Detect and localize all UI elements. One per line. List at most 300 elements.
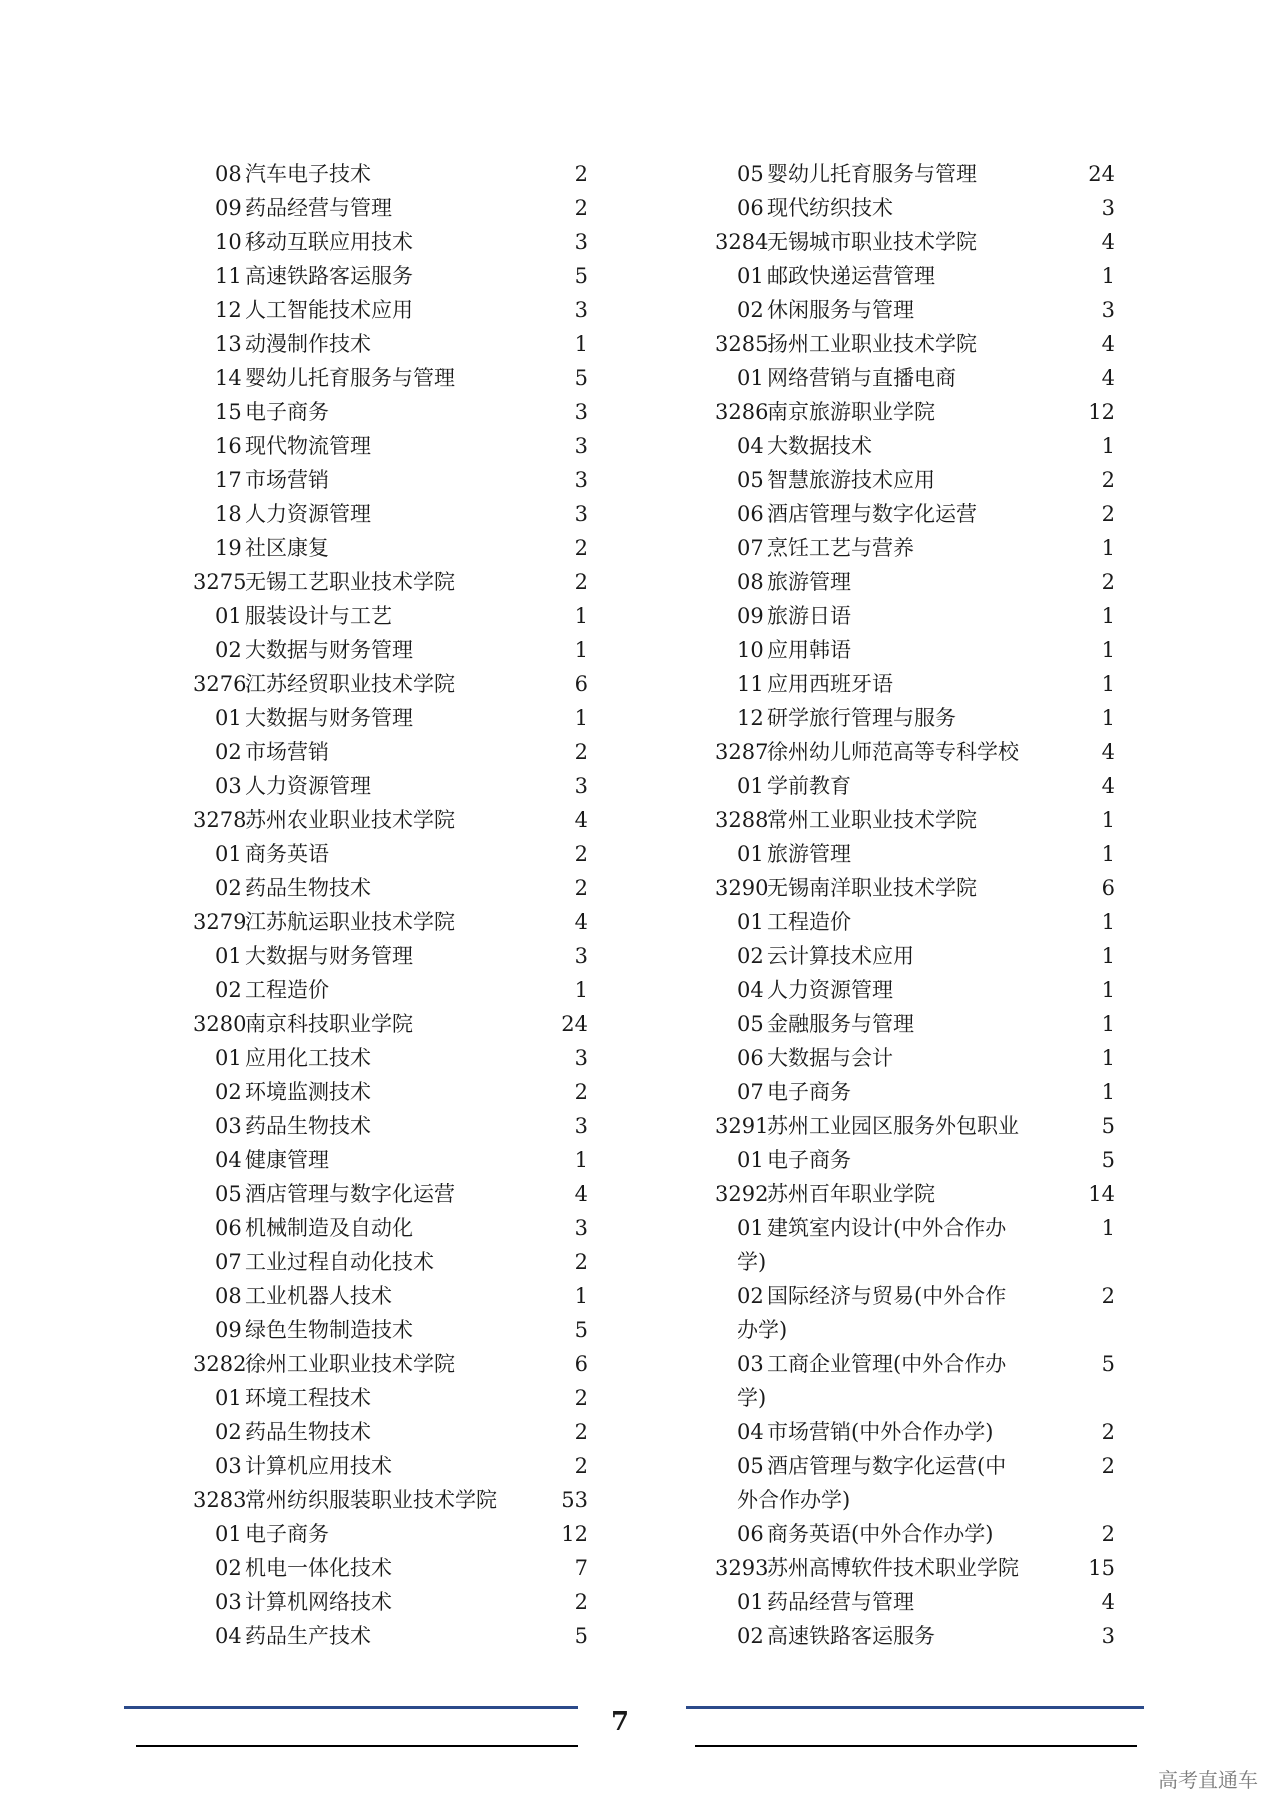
enrollment-count: 1 bbox=[1101, 604, 1115, 628]
major-code: 18 bbox=[215, 502, 242, 526]
school-code: 3286 bbox=[715, 400, 769, 424]
enrollment-count: 4 bbox=[1101, 740, 1115, 764]
major-row bbox=[715, 1211, 1115, 1279]
major-name: 电子商务 bbox=[767, 1080, 851, 1104]
major-row bbox=[715, 905, 1115, 939]
school-row bbox=[715, 1177, 1115, 1211]
major-row bbox=[715, 939, 1115, 973]
major-code: 03 bbox=[215, 1590, 242, 1614]
major-name: 移动互联应用技术 bbox=[245, 230, 413, 254]
school-code: 3280 bbox=[193, 1012, 247, 1036]
major-row bbox=[193, 293, 588, 327]
school-name: 徐州幼儿师范高等专科学校 bbox=[767, 740, 1019, 764]
major-code: 02 bbox=[215, 1420, 242, 1444]
school-row bbox=[715, 1109, 1115, 1143]
school-row bbox=[715, 871, 1115, 905]
major-name: 人力资源管理 bbox=[767, 978, 893, 1002]
major-name: 应用韩语 bbox=[767, 638, 851, 662]
enrollment-count: 1 bbox=[574, 1284, 588, 1308]
major-name: 药品生物技术 bbox=[245, 1114, 371, 1138]
major-code: 08 bbox=[215, 162, 242, 186]
enrollment-count: 3 bbox=[1101, 196, 1115, 220]
enrollment-count: 2 bbox=[574, 536, 588, 560]
enrollment-count: 1 bbox=[1101, 808, 1115, 832]
enrollment-count: 4 bbox=[574, 808, 588, 832]
major-row bbox=[193, 1211, 588, 1245]
major-row bbox=[193, 939, 588, 973]
enrollment-count: 1 bbox=[574, 332, 588, 356]
major-code: 01 bbox=[215, 944, 242, 968]
enrollment-count: 2 bbox=[1101, 1454, 1115, 1478]
major-name: 建筑室内设计(中外合作办 bbox=[767, 1216, 1007, 1240]
enrollment-count: 3 bbox=[1101, 1624, 1115, 1648]
major-name: 大数据与财务管理 bbox=[245, 944, 413, 968]
major-code: 01 bbox=[737, 366, 764, 390]
major-name: 商务英语(中外合作办学) bbox=[767, 1522, 994, 1546]
major-row bbox=[193, 837, 588, 871]
enrollment-count: 2 bbox=[1101, 468, 1115, 492]
major-row bbox=[193, 225, 588, 259]
major-row bbox=[715, 497, 1115, 531]
enrollment-count: 6 bbox=[1101, 876, 1115, 900]
major-name-continued: 外合作办学) bbox=[737, 1488, 851, 1512]
school-row bbox=[193, 565, 588, 599]
school-name: 无锡工艺职业技术学院 bbox=[245, 570, 455, 594]
major-name: 旅游管理 bbox=[767, 570, 851, 594]
major-row bbox=[193, 701, 588, 735]
school-code: 3279 bbox=[193, 910, 247, 934]
enrollment-count: 2 bbox=[1101, 1522, 1115, 1546]
school-name: 南京科技职业学院 bbox=[245, 1012, 413, 1036]
major-name: 旅游日语 bbox=[767, 604, 851, 628]
major-name-continued: 学) bbox=[737, 1386, 767, 1410]
major-code: 19 bbox=[215, 536, 242, 560]
major-name: 婴幼儿托育服务与管理 bbox=[767, 162, 977, 186]
school-code: 3290 bbox=[715, 876, 769, 900]
major-name: 计算机应用技术 bbox=[245, 1454, 392, 1478]
enrollment-count: 1 bbox=[1101, 1012, 1115, 1036]
major-name: 药品经营与管理 bbox=[245, 196, 392, 220]
major-row bbox=[193, 497, 588, 531]
major-row bbox=[715, 633, 1115, 667]
enrollment-count: 2 bbox=[1101, 1284, 1115, 1308]
major-row bbox=[715, 599, 1115, 633]
enrollment-count: 4 bbox=[574, 1182, 588, 1206]
enrollment-count: 3 bbox=[574, 230, 588, 254]
major-code: 01 bbox=[737, 1148, 764, 1172]
major-name: 大数据与财务管理 bbox=[245, 638, 413, 662]
enrollment-count: 4 bbox=[574, 910, 588, 934]
major-code: 02 bbox=[215, 978, 242, 1002]
enrollment-count: 1 bbox=[1101, 672, 1115, 696]
major-code: 12 bbox=[737, 706, 764, 730]
school-row bbox=[193, 1347, 588, 1381]
enrollment-count: 2 bbox=[574, 570, 588, 594]
major-code: 01 bbox=[215, 604, 242, 628]
major-name: 网络营销与直播电商 bbox=[767, 366, 956, 390]
enrollment-count: 2 bbox=[574, 1386, 588, 1410]
major-code: 05 bbox=[737, 162, 764, 186]
major-name: 工商企业管理(中外合作办 bbox=[767, 1352, 1007, 1376]
major-row bbox=[193, 1415, 588, 1449]
enrollment-count: 2 bbox=[1101, 502, 1115, 526]
school-name: 常州工业职业技术学院 bbox=[767, 808, 977, 832]
school-code: 3292 bbox=[715, 1182, 769, 1206]
school-code: 3291 bbox=[715, 1114, 769, 1138]
major-name: 商务英语 bbox=[245, 842, 329, 866]
major-row bbox=[715, 531, 1115, 565]
enrollment-count: 2 bbox=[1101, 1420, 1115, 1444]
major-code: 06 bbox=[215, 1216, 242, 1240]
major-code: 09 bbox=[215, 1318, 242, 1342]
major-row bbox=[715, 1143, 1115, 1177]
enrollment-count: 1 bbox=[1101, 842, 1115, 866]
enrollment-count: 12 bbox=[1088, 400, 1115, 424]
major-name: 绿色生物制造技术 bbox=[245, 1318, 413, 1342]
footer-rule-black-left bbox=[136, 1745, 578, 1747]
major-name: 药品生产技术 bbox=[245, 1624, 371, 1648]
major-row bbox=[715, 1007, 1115, 1041]
major-row bbox=[193, 1381, 588, 1415]
major-row bbox=[193, 735, 588, 769]
major-row bbox=[715, 837, 1115, 871]
major-row bbox=[715, 1449, 1115, 1517]
enrollment-count: 6 bbox=[574, 672, 588, 696]
major-code: 04 bbox=[737, 978, 764, 1002]
major-code: 04 bbox=[215, 1148, 242, 1172]
enrollment-count: 4 bbox=[1101, 230, 1115, 254]
school-name: 徐州工业职业技术学院 bbox=[245, 1352, 455, 1376]
major-code: 06 bbox=[737, 1522, 764, 1546]
major-name: 学前教育 bbox=[767, 774, 851, 798]
major-name: 婴幼儿托育服务与管理 bbox=[245, 366, 455, 390]
major-name: 邮政快递运营管理 bbox=[767, 264, 935, 288]
major-row bbox=[715, 1585, 1115, 1619]
major-name: 环境监测技术 bbox=[245, 1080, 371, 1104]
major-code: 03 bbox=[215, 774, 242, 798]
major-name: 人力资源管理 bbox=[245, 502, 371, 526]
major-row bbox=[715, 1415, 1115, 1449]
school-code: 3293 bbox=[715, 1556, 769, 1580]
enrollment-count: 5 bbox=[574, 366, 588, 390]
watermark: 高考直通车 bbox=[1158, 1768, 1258, 1792]
major-row bbox=[193, 327, 588, 361]
major-row bbox=[715, 463, 1115, 497]
school-code: 3282 bbox=[193, 1352, 247, 1376]
enrollment-count: 4 bbox=[1101, 332, 1115, 356]
school-name: 南京旅游职业学院 bbox=[767, 400, 935, 424]
major-code: 04 bbox=[737, 1420, 764, 1444]
enrollment-count: 2 bbox=[574, 1250, 588, 1274]
school-name: 无锡城市职业技术学院 bbox=[767, 230, 977, 254]
major-row bbox=[193, 769, 588, 803]
enrollment-count: 1 bbox=[1101, 706, 1115, 730]
enrollment-count: 3 bbox=[574, 434, 588, 458]
major-code: 13 bbox=[215, 332, 242, 356]
enrollment-count: 1 bbox=[574, 638, 588, 662]
enrollment-count: 5 bbox=[574, 1318, 588, 1342]
major-code: 07 bbox=[215, 1250, 242, 1274]
school-code: 3276 bbox=[193, 672, 247, 696]
major-row bbox=[193, 429, 588, 463]
enrollment-count: 3 bbox=[574, 298, 588, 322]
enrollment-count: 2 bbox=[574, 1590, 588, 1614]
enrollment-count: 24 bbox=[561, 1012, 588, 1036]
major-row bbox=[193, 1041, 588, 1075]
school-code: 3278 bbox=[193, 808, 247, 832]
enrollment-count: 1 bbox=[1101, 264, 1115, 288]
major-row bbox=[193, 157, 588, 191]
enrollment-count: 3 bbox=[574, 1114, 588, 1138]
school-code: 3285 bbox=[715, 332, 769, 356]
major-name: 旅游管理 bbox=[767, 842, 851, 866]
enrollment-count: 1 bbox=[574, 1148, 588, 1172]
major-code: 07 bbox=[737, 536, 764, 560]
enrollment-count: 12 bbox=[561, 1522, 588, 1546]
major-name: 工业过程自动化技术 bbox=[245, 1250, 434, 1274]
major-name: 酒店管理与数字化运营 bbox=[245, 1182, 455, 1206]
school-code: 3284 bbox=[715, 230, 769, 254]
major-name: 药品生物技术 bbox=[245, 1420, 371, 1444]
enrollment-count: 3 bbox=[574, 468, 588, 492]
enrollment-count: 1 bbox=[574, 706, 588, 730]
major-code: 10 bbox=[737, 638, 764, 662]
major-row bbox=[715, 1279, 1115, 1347]
major-row bbox=[193, 871, 588, 905]
major-code: 15 bbox=[215, 400, 242, 424]
enrollment-count: 2 bbox=[574, 842, 588, 866]
major-code: 05 bbox=[737, 468, 764, 492]
school-row bbox=[193, 1483, 588, 1517]
major-row bbox=[715, 1619, 1115, 1653]
major-name: 药品经营与管理 bbox=[767, 1590, 914, 1614]
enrollment-count: 1 bbox=[1101, 1216, 1115, 1240]
school-code: 3283 bbox=[193, 1488, 247, 1512]
enrollment-count: 1 bbox=[1101, 1080, 1115, 1104]
major-row bbox=[193, 1143, 588, 1177]
major-name: 计算机网络技术 bbox=[245, 1590, 392, 1614]
major-code: 04 bbox=[215, 1624, 242, 1648]
major-row bbox=[715, 429, 1115, 463]
major-name: 工程造价 bbox=[245, 978, 329, 1002]
footer-rule-blue-left bbox=[124, 1706, 578, 1709]
major-row bbox=[193, 1517, 588, 1551]
enrollment-count: 1 bbox=[1101, 536, 1115, 560]
major-name: 电子商务 bbox=[245, 400, 329, 424]
major-row bbox=[193, 395, 588, 429]
major-row bbox=[193, 1313, 588, 1347]
major-name: 汽车电子技术 bbox=[245, 162, 371, 186]
major-name: 休闲服务与管理 bbox=[767, 298, 914, 322]
major-code: 12 bbox=[215, 298, 242, 322]
enrollment-count: 1 bbox=[574, 978, 588, 1002]
major-name: 国际经济与贸易(中外合作 bbox=[767, 1284, 1007, 1308]
major-code: 09 bbox=[215, 196, 242, 220]
major-code: 06 bbox=[737, 196, 764, 220]
school-code: 3275 bbox=[193, 570, 247, 594]
left-column bbox=[193, 157, 588, 1653]
enrollment-count: 5 bbox=[1101, 1352, 1115, 1376]
major-row bbox=[715, 701, 1115, 735]
major-name: 工业机器人技术 bbox=[245, 1284, 392, 1308]
major-code: 01 bbox=[215, 842, 242, 866]
major-name: 高速铁路客运服务 bbox=[767, 1624, 935, 1648]
major-name: 智慧旅游技术应用 bbox=[767, 468, 935, 492]
major-row bbox=[193, 361, 588, 395]
major-code: 02 bbox=[215, 1080, 242, 1104]
major-code: 02 bbox=[737, 944, 764, 968]
major-name-continued: 学) bbox=[737, 1250, 767, 1274]
page-number: 7 bbox=[610, 1707, 630, 1737]
major-name: 工程造价 bbox=[767, 910, 851, 934]
enrollment-count: 14 bbox=[1088, 1182, 1115, 1206]
major-name: 现代纺织技术 bbox=[767, 196, 893, 220]
footer-rule-black-right bbox=[695, 1745, 1137, 1747]
major-code: 02 bbox=[737, 1284, 764, 1308]
enrollment-count: 2 bbox=[574, 1454, 588, 1478]
enrollment-count: 2 bbox=[574, 1080, 588, 1104]
enrollment-count: 1 bbox=[1101, 944, 1115, 968]
enrollment-count: 1 bbox=[1101, 638, 1115, 662]
major-code: 07 bbox=[737, 1080, 764, 1104]
enrollment-count: 3 bbox=[574, 774, 588, 798]
enrollment-count: 6 bbox=[574, 1352, 588, 1376]
major-code: 02 bbox=[737, 1624, 764, 1648]
school-row bbox=[193, 1007, 588, 1041]
major-row bbox=[715, 667, 1115, 701]
school-name: 苏州百年职业学院 bbox=[767, 1182, 935, 1206]
enrollment-count: 3 bbox=[1101, 298, 1115, 322]
school-name: 无锡南洋职业技术学院 bbox=[767, 876, 977, 900]
major-row bbox=[193, 1449, 588, 1483]
major-name: 云计算技术应用 bbox=[767, 944, 914, 968]
enrollment-count: 4 bbox=[1101, 774, 1115, 798]
enrollment-count: 2 bbox=[574, 876, 588, 900]
major-name: 服装设计与工艺 bbox=[245, 604, 392, 628]
major-name: 市场营销 bbox=[245, 468, 329, 492]
enrollment-count: 1 bbox=[1101, 434, 1115, 458]
major-row bbox=[193, 463, 588, 497]
school-name: 扬州工业职业技术学院 bbox=[767, 332, 977, 356]
major-row bbox=[715, 973, 1115, 1007]
major-row bbox=[193, 973, 588, 1007]
school-name: 江苏航运职业技术学院 bbox=[245, 910, 455, 934]
major-row bbox=[715, 1347, 1115, 1415]
school-row bbox=[715, 1551, 1115, 1585]
major-name: 高速铁路客运服务 bbox=[245, 264, 413, 288]
enrollment-count: 2 bbox=[1101, 570, 1115, 594]
major-code: 11 bbox=[215, 264, 242, 288]
enrollment-count: 2 bbox=[574, 740, 588, 764]
major-code: 09 bbox=[737, 604, 764, 628]
major-code: 02 bbox=[737, 298, 764, 322]
major-row bbox=[193, 259, 588, 293]
major-name: 大数据与财务管理 bbox=[245, 706, 413, 730]
major-name: 金融服务与管理 bbox=[767, 1012, 914, 1036]
major-code: 06 bbox=[737, 1046, 764, 1070]
major-code: 16 bbox=[215, 434, 242, 458]
major-name: 健康管理 bbox=[245, 1148, 329, 1172]
footer-rule-blue-right bbox=[686, 1706, 1144, 1709]
major-name: 酒店管理与数字化运营 bbox=[767, 502, 977, 526]
major-row bbox=[715, 157, 1115, 191]
major-name: 机械制造及自动化 bbox=[245, 1216, 413, 1240]
enrollment-count: 5 bbox=[574, 1624, 588, 1648]
enrollment-count: 1 bbox=[1101, 910, 1115, 934]
major-name: 研学旅行管理与服务 bbox=[767, 706, 956, 730]
enrollment-count: 24 bbox=[1088, 162, 1115, 186]
school-row bbox=[715, 327, 1115, 361]
major-name: 社区康复 bbox=[245, 536, 329, 560]
major-row bbox=[193, 599, 588, 633]
major-name: 药品生物技术 bbox=[245, 876, 371, 900]
major-code: 05 bbox=[215, 1182, 242, 1206]
enrollment-count: 3 bbox=[574, 1216, 588, 1240]
school-name: 苏州工业园区服务外包职业 bbox=[767, 1114, 1019, 1138]
major-code: 11 bbox=[737, 672, 764, 696]
major-code: 17 bbox=[215, 468, 242, 492]
major-row bbox=[193, 191, 588, 225]
major-code: 02 bbox=[215, 638, 242, 662]
major-name: 现代物流管理 bbox=[245, 434, 371, 458]
major-name: 人工智能技术应用 bbox=[245, 298, 413, 322]
enrollment-count: 4 bbox=[1101, 366, 1115, 390]
major-row bbox=[715, 1517, 1115, 1551]
major-row bbox=[715, 259, 1115, 293]
major-row bbox=[715, 191, 1115, 225]
major-name-continued: 办学) bbox=[737, 1318, 788, 1342]
major-code: 08 bbox=[737, 570, 764, 594]
school-name: 常州纺织服装职业技术学院 bbox=[245, 1488, 497, 1512]
major-name: 烹饪工艺与营养 bbox=[767, 536, 914, 560]
enrollment-count: 2 bbox=[574, 196, 588, 220]
major-row bbox=[193, 1551, 588, 1585]
enrollment-count: 5 bbox=[1101, 1114, 1115, 1138]
major-name: 电子商务 bbox=[245, 1522, 329, 1546]
enrollment-count: 1 bbox=[1101, 978, 1115, 1002]
enrollment-count: 3 bbox=[574, 400, 588, 424]
enrollment-count: 2 bbox=[574, 1420, 588, 1444]
major-row bbox=[193, 1075, 588, 1109]
enrollment-count: 1 bbox=[1101, 1046, 1115, 1070]
school-name: 苏州农业职业技术学院 bbox=[245, 808, 455, 832]
major-code: 08 bbox=[215, 1284, 242, 1308]
major-name: 应用西班牙语 bbox=[767, 672, 893, 696]
major-name: 市场营销(中外合作办学) bbox=[767, 1420, 994, 1444]
major-code: 01 bbox=[737, 910, 764, 934]
enrollment-count: 3 bbox=[574, 1046, 588, 1070]
major-code: 05 bbox=[737, 1012, 764, 1036]
school-row bbox=[193, 803, 588, 837]
school-row bbox=[715, 225, 1115, 259]
enrollment-count: 3 bbox=[574, 944, 588, 968]
major-row bbox=[193, 531, 588, 565]
major-code: 02 bbox=[215, 876, 242, 900]
major-name: 动漫制作技术 bbox=[245, 332, 371, 356]
enrollment-count: 5 bbox=[1101, 1148, 1115, 1172]
major-code: 01 bbox=[215, 1386, 242, 1410]
major-row bbox=[193, 1109, 588, 1143]
enrollment-count: 1 bbox=[574, 604, 588, 628]
major-code: 01 bbox=[737, 842, 764, 866]
school-name: 江苏经贸职业技术学院 bbox=[245, 672, 455, 696]
major-code: 01 bbox=[737, 774, 764, 798]
enrollment-count: 7 bbox=[574, 1556, 588, 1580]
enrollment-count: 5 bbox=[574, 264, 588, 288]
major-code: 14 bbox=[215, 366, 242, 390]
enrollment-count: 2 bbox=[574, 162, 588, 186]
major-code: 10 bbox=[215, 230, 242, 254]
